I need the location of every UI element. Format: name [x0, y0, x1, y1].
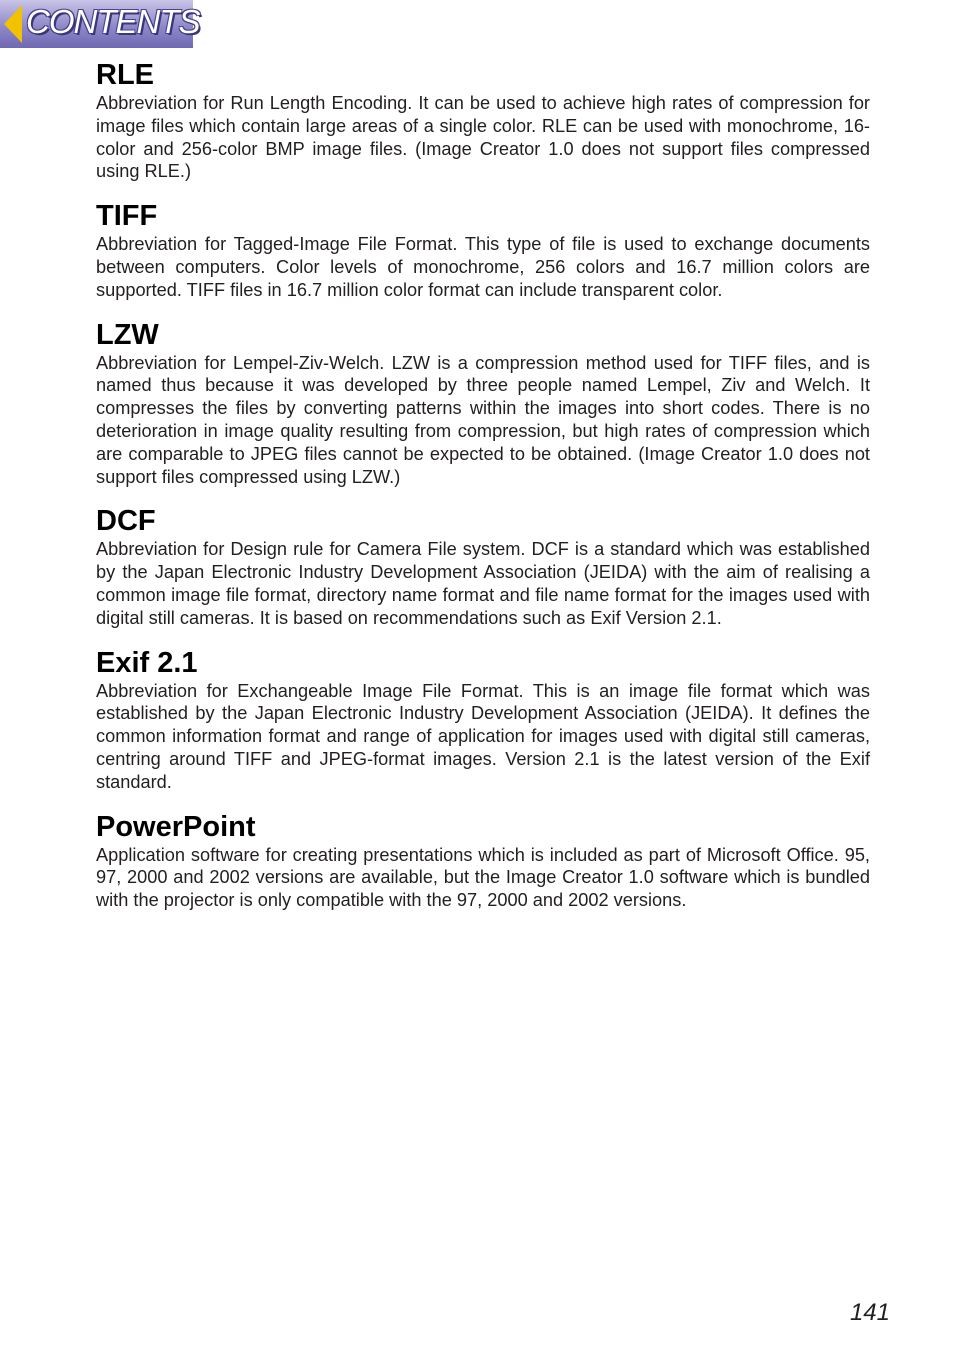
- glossary-entry-dcf: [96, 504, 870, 629]
- contents-button[interactable]: [0, 0, 200, 48]
- entry-definition: Abbreviation for Lempel-Ziv-Welch. LZW is a compression method used for TIFF files, and is named thus because it was developed by three people named Lempel, Ziv and Welch. It compresses the files by converting patterns within the images into short codes. There is no deterioration in image quality resulting from compression, but high rates of compression which are comparable to JPEG files cannot be expected to be obtained. (Image Creator 1.0 does not support files compressed using LZW.): [96, 352, 870, 487]
- back-arrow-icon: [4, 5, 22, 43]
- entry-term: TIFF: [96, 200, 158, 233]
- contents-button-label: CONTENTS: [26, 3, 200, 40]
- entry-definition: Abbreviation for Design rule for Camera File system. DCF is a standard which was established by the Japan Electronic Industry Development Association (JEIDA) with the aim of realising a common image file format, directory name format and file name format for the images used with digital still cameras. It is based on recommendations such as Exif Version 2.1.: [96, 539, 870, 628]
- entry-definition: Abbreviation for Exchangeable Image File Format. This is an image file format which was established by the Japan Electronic Industry Development Association (JEIDA). It defines the common information format and range of application for images used with digital still cameras, centring around TIFF and JPEG-format images. Version 2.1 is the latest version of the Exif standard.: [96, 680, 870, 792]
- glossary-entry-powerpoint: [96, 810, 870, 912]
- entry-term: PowerPoint: [96, 810, 256, 843]
- glossary-entry-exif: [96, 646, 870, 794]
- glossary-content: [96, 58, 870, 928]
- glossary-entry-tiff: [96, 199, 870, 301]
- entry-definition: Application software for creating presentations which is included as part of Microsoft Office. 95, 97, 2000 and 2002 versions are available, but the Image Creator 1.0 software which is bundled with the projector is only compatible with the 97, 2000 and 2002 versions.: [96, 844, 870, 911]
- entry-term: LZW: [96, 318, 159, 351]
- entry-term: Exif 2.1: [96, 646, 198, 679]
- entry-term: DCF: [96, 505, 156, 538]
- entry-term: RLE: [96, 59, 154, 91]
- page-number: 141: [849, 1299, 890, 1326]
- glossary-entry-lzw: [96, 318, 870, 489]
- entry-definition: Abbreviation for Run Length Encoding. It can be used to achieve high rates of compression for image files which contain large areas of a single color. RLE can be used with monochrome, 16-color and 256-color BMP image files. (Image Creator 1.0 does not support files compressed using RLE.): [96, 93, 870, 182]
- glossary-entry-rle: [96, 58, 870, 183]
- entry-definition: Abbreviation for Tagged-Image File Format. This type of file is used to exchange documents between computers. Color levels of monochrome, 256 colors and 16.7 million colors are supported. TIFF files in 16.7 million color format can include transparent color.: [96, 234, 870, 300]
